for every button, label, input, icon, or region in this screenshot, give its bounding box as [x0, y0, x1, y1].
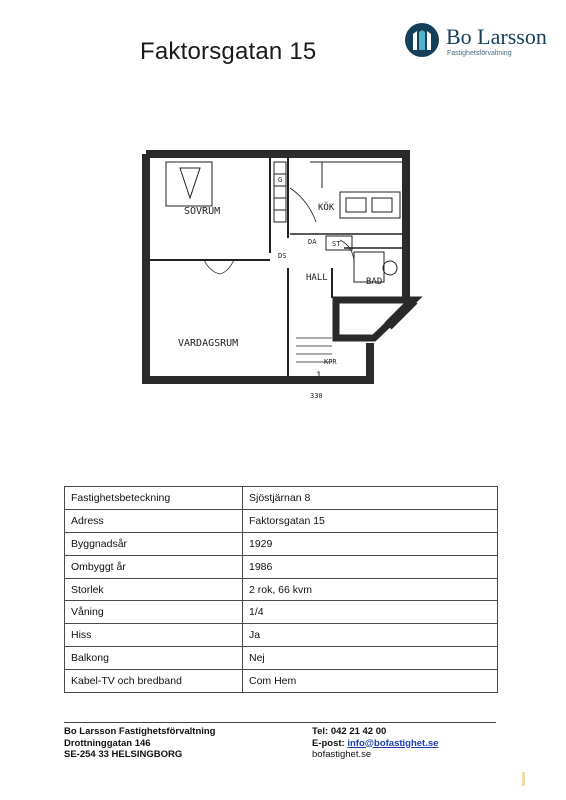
plan-mark-g: G: [278, 176, 283, 184]
fact-value: Sjöstjärnan 8: [243, 487, 498, 510]
door-swing: [204, 188, 354, 274]
table-row: [65, 601, 498, 624]
table-row: [65, 670, 498, 693]
logo-name: Bo Larsson: [446, 24, 547, 49]
table-row: [65, 624, 498, 647]
table-row: [65, 578, 498, 601]
fact-label: Storlek: [65, 578, 243, 601]
footer-postal: SE-254 33 HELSINGBORG: [64, 749, 183, 760]
fact-label: Våning: [65, 601, 243, 624]
room-label-sovrum: SOVRUM: [184, 206, 221, 217]
footer-phone: Tel: 042 21 42 00: [312, 726, 387, 737]
table-row: [65, 487, 498, 510]
plan-mark-330: 330: [310, 392, 323, 400]
room-label-vardagsrum: VARDAGSRUM: [178, 338, 239, 349]
fact-value: Faktorsgatan 15: [243, 509, 498, 532]
footer-email-line: [312, 738, 438, 750]
footer-contact: [312, 726, 438, 761]
footer-company: Bo Larsson Fastighetsförvaltning: [64, 726, 216, 737]
room-label-bad: BAD: [366, 277, 383, 287]
fact-label: Balkong: [65, 647, 243, 670]
plan-mark-da: DA: [308, 238, 317, 246]
scan-artifact: [522, 772, 525, 786]
fact-label: Ombyggt år: [65, 555, 243, 578]
room-label-kpr: KPR: [324, 358, 337, 366]
fact-label: Kabel-TV och bredband: [65, 670, 243, 693]
bed: [166, 162, 212, 206]
room-label-hall: HALL: [306, 273, 328, 283]
footer-street: Drottninggatan 146: [64, 737, 151, 749]
fact-value: Ja: [243, 624, 498, 647]
property-facts-table: [64, 486, 498, 693]
table-row: [65, 647, 498, 670]
fact-value: 1929: [243, 532, 498, 555]
company-logo: [404, 20, 554, 64]
fact-label: Hiss: [65, 624, 243, 647]
fact-value: Nej: [243, 647, 498, 670]
fact-value: Com Hem: [243, 670, 498, 693]
fact-value: 2 rok, 66 kvm: [243, 578, 498, 601]
fact-value: 1986: [243, 555, 498, 578]
floor-plan: [140, 148, 424, 410]
logo-tagline: Fastighetsförvaltning: [447, 50, 512, 57]
table-row: [65, 532, 498, 555]
page-title: Faktorsgatan 15: [140, 38, 317, 65]
plan-mark-st: ST: [332, 240, 341, 248]
footer-email-label: E-post:: [312, 737, 348, 749]
building-logo-icon: [404, 22, 440, 58]
fact-value: 1/4: [243, 601, 498, 624]
footer-website[interactable]: bofastighet.se: [312, 749, 372, 760]
room-label-kok: KÖK: [318, 203, 335, 213]
email-link[interactable]: info@bofastighet.se: [347, 737, 439, 749]
footer-address: [64, 726, 216, 761]
table-row: [65, 509, 498, 532]
fact-label: Byggnadsår: [65, 532, 243, 555]
table-row: [65, 555, 498, 578]
wardrobe: [274, 162, 286, 222]
fact-label: Adress: [65, 509, 243, 532]
plan-mark-1: 1: [316, 371, 322, 381]
footer-divider: [64, 722, 496, 723]
plan-mark-ds: DS: [278, 252, 287, 260]
fact-label: Fastighetsbeteckning: [65, 487, 243, 510]
